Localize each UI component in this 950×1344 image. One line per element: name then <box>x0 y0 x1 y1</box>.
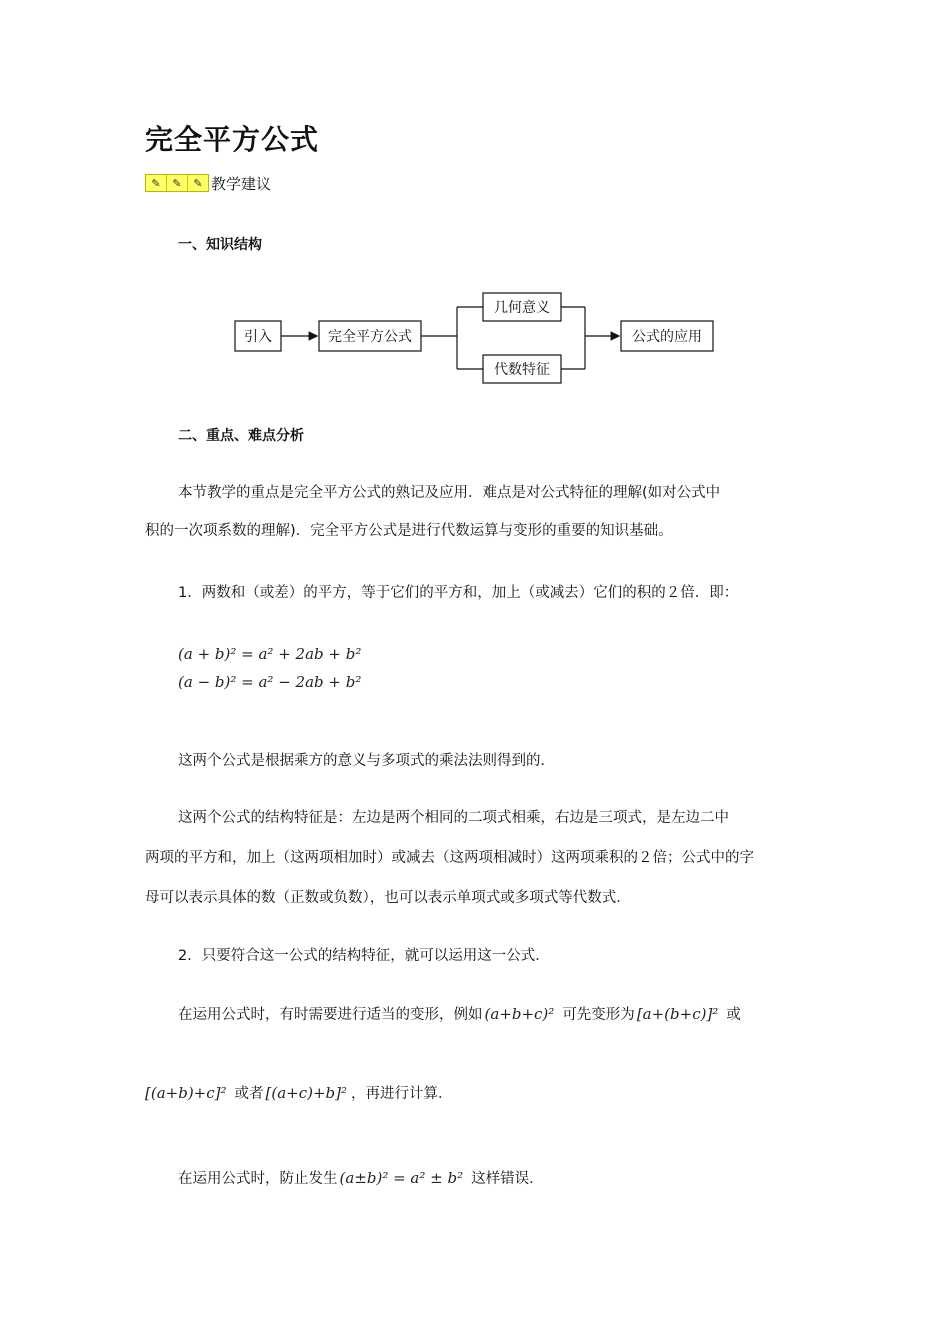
text-segment: 或 <box>726 1007 741 1023</box>
teaching-advice <box>145 173 271 193</box>
box-geometric-text: 几何意义 <box>494 300 550 316</box>
expression-ab-c: [(a+b)+c]² <box>145 1083 227 1102</box>
formula-difference-square: (a − b)² = a² − 2ab + b² <box>178 673 362 691</box>
teaching-advice-label: 教学建议 <box>211 174 272 193</box>
paragraph-key-points-line2: 积的一次项系数的理解)．完全平方公式是进行代数运算与变形的重要的知识基础。 <box>145 523 673 539</box>
text-segment: 在运用公式时，有时需要进行适当的变形，例如 <box>178 1007 483 1023</box>
section-heading-structure: 一、知识结构 <box>178 237 262 253</box>
text-segment: ，再进行计算． <box>351 1086 453 1102</box>
formula-sum-square: (a + b)² = a² + 2ab + b² <box>178 645 362 663</box>
pencil-icon: ✎ <box>146 175 167 191</box>
paragraph-structure-line2: 两项的平方和，加上（这两项相加时）或减去（这两项相减时）这两项乘积的２倍；公式中的字 <box>145 850 754 866</box>
pencil-icon: ✎ <box>193 176 203 190</box>
item-1: 1．两数和（或差）的平方，等于它们的平方和，加上（或减去）它们的积的２倍．即： <box>178 585 739 601</box>
section-heading-key-points: 二、重点、难点分析 <box>178 428 304 444</box>
paragraph-structure-line3: 母可以表示具体的数（正数或负数），也可以表示单项式或多项式等代数式． <box>145 890 631 906</box>
expression-common-error: (a±b)² = a² ± b² <box>339 1168 464 1187</box>
box-formula-text: 完全平方公式 <box>328 329 412 345</box>
page-title: 完全平方公式 <box>145 123 320 156</box>
knowledge-structure-diagram <box>225 290 725 390</box>
paragraph-transform-line1 <box>178 1003 741 1024</box>
text-segment: 在运用公式时，防止发生 <box>178 1171 338 1187</box>
text-segment: 或者 <box>234 1086 264 1102</box>
paragraph-transform-line2 <box>145 1082 453 1103</box>
text-segment: 这样错误． <box>471 1171 544 1187</box>
paragraph-warning <box>178 1167 544 1188</box>
expression-a-bc: [a+(b+c)]² <box>636 1004 719 1023</box>
paragraph-origin: 这两个公式是根据乘方的意义与多项式的乘法法则得到的． <box>178 753 555 769</box>
pencil-icon: ✎ <box>167 175 188 191</box>
expression-a-b-c: (a+b+c)² <box>484 1004 555 1023</box>
paragraph-key-points-line1: 本节教学的重点是完全平方公式的熟记及应用．难点是对公式特征的理解(如对公式中 <box>178 485 721 501</box>
paragraph-structure-line1: 这两个公式的结构特征是：左边是两个相同的二项式相乘，右边是三项式，是左边二中 <box>178 810 729 826</box>
box-application-text: 公式的应用 <box>632 329 702 345</box>
rating-icons <box>145 174 209 192</box>
expression-ac-b: [(a+c)+b]² <box>265 1083 348 1102</box>
box-intro-text: 引入 <box>244 329 272 345</box>
item-2: 2．只要符合这一公式的结构特征，就可以运用这一公式． <box>178 948 550 964</box>
box-algebraic-text: 代数特征 <box>494 362 550 378</box>
text-segment: 可先变形为 <box>562 1007 635 1023</box>
